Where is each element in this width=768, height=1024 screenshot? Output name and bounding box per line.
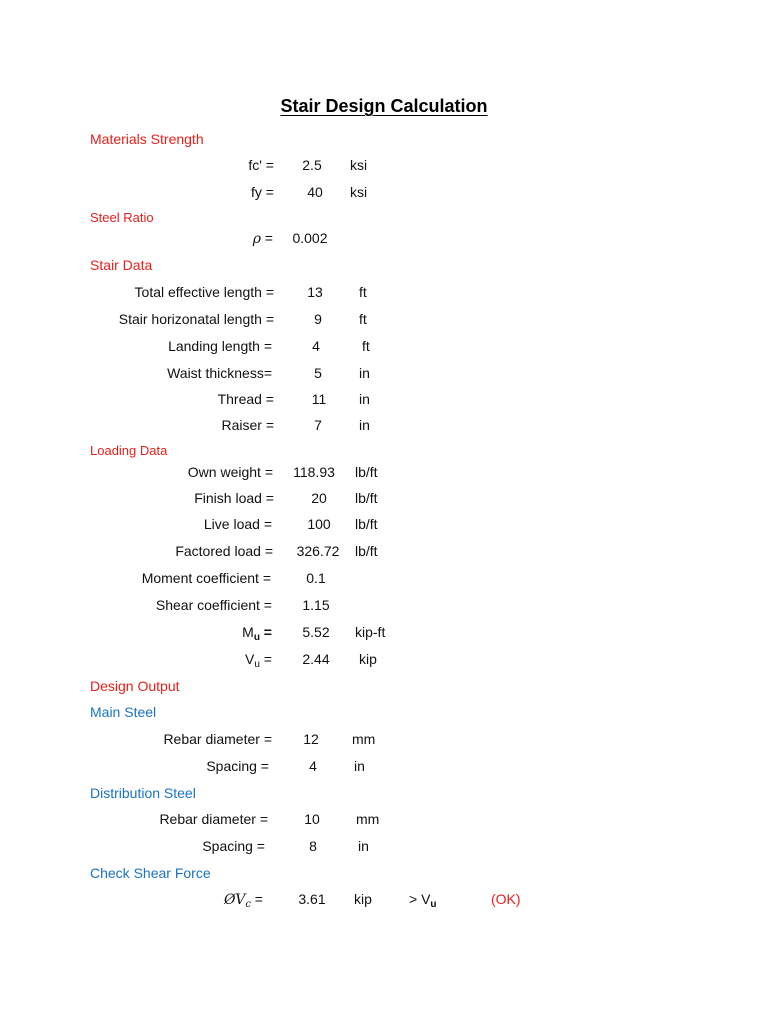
vc-sub: c (245, 899, 251, 910)
shear-check-result: (OK) (491, 891, 521, 907)
own-weight-value: 118.93 (293, 464, 335, 480)
total-effective-length-unit: ft (359, 284, 367, 300)
shear-compare-sub: u (430, 899, 437, 910)
phi-vc-unit: kip (354, 891, 372, 907)
vu-equals: = (259, 651, 272, 667)
waist-thickness-label: Waist thickness= (167, 365, 272, 381)
phi-vc-equals: = (250, 891, 263, 907)
raiser-unit: in (359, 417, 370, 433)
live-load-value: 100 (307, 516, 331, 532)
waist-thickness-value: 5 (314, 365, 322, 381)
rho-equals: = (260, 230, 273, 246)
section-materials-strength: Materials Strength (90, 131, 204, 147)
section-steel-ratio: Steel Ratio (90, 210, 154, 225)
mu-label (242, 624, 272, 643)
total-effective-length-label: Total effective length = (134, 284, 274, 300)
landing-length-value: 4 (312, 338, 320, 354)
phi-vc-label (224, 891, 263, 910)
section-loading-data: Loading Data (90, 443, 168, 458)
fy-value: 40 (307, 184, 323, 200)
fc-unit: ksi (350, 157, 368, 173)
main-rebar-diameter-unit: mm (352, 731, 376, 747)
phi-symbol: Ø (223, 892, 236, 908)
rho-value: 0.002 (292, 230, 328, 246)
section-main-steel: Main Steel (90, 704, 157, 720)
distribution-rebar-diameter-value: 10 (304, 811, 320, 827)
factored-load-value: 326.72 (296, 543, 340, 559)
finish-load-label: Finish load = (194, 490, 274, 506)
vu-unit: kip (359, 651, 377, 667)
raiser-label: Raiser = (221, 417, 274, 433)
vu-label (245, 651, 272, 670)
factored-load-unit: lb/ft (355, 543, 378, 559)
section-stair-data: Stair Data (90, 257, 153, 273)
total-effective-length-value: 13 (307, 284, 323, 300)
shear-coefficient-label: Shear coefficient = (155, 597, 272, 613)
fy-label: fy = (251, 184, 274, 200)
distribution-rebar-diameter-label: Rebar diameter = (159, 811, 268, 827)
rho-symbol: ρ (252, 231, 261, 247)
fc-label: fc' = (248, 157, 274, 173)
finish-load-value: 20 (311, 490, 327, 506)
fc-value: 2.5 (302, 157, 322, 173)
distribution-spacing-label: Spacing = (202, 838, 265, 854)
shear-coefficient-value: 1.15 (302, 597, 330, 613)
own-weight-label: Own weight = (187, 464, 273, 480)
distribution-spacing-unit: in (358, 838, 369, 854)
page-title (0, 96, 768, 117)
main-rebar-diameter-value: 12 (303, 731, 319, 747)
landing-length-label: Landing length = (168, 338, 272, 354)
main-spacing-value: 4 (309, 758, 317, 774)
mu-unit: kip-ft (355, 624, 386, 640)
section-check-shear-force: Check Shear Force (90, 865, 211, 881)
main-spacing-unit: in (354, 758, 365, 774)
live-load-label: Live load = (203, 516, 272, 532)
vu-base: V (245, 651, 255, 667)
main-rebar-diameter-label: Rebar diameter = (163, 731, 272, 747)
mu-base: M (242, 624, 254, 640)
raiser-value: 7 (314, 417, 322, 433)
mu-value: 5.52 (302, 624, 330, 640)
page-title-text: Stair Design Calculation (280, 96, 488, 116)
distribution-spacing-value: 8 (309, 838, 317, 854)
moment-coefficient-value: 0.1 (306, 570, 326, 586)
vu-value: 2.44 (302, 651, 330, 667)
moment-coefficient-label: Moment coefficient = (141, 570, 271, 586)
stair-horizontal-length-label: Stair horizonatal length = (118, 311, 274, 327)
vu-sub: u (254, 659, 260, 670)
landing-length-unit: ft (362, 338, 370, 354)
phi-vc-value: 3.61 (298, 891, 326, 907)
section-design-output: Design Output (90, 678, 180, 694)
section-distribution-steel: Distribution Steel (90, 785, 196, 801)
shear-comparison (409, 891, 437, 910)
shear-compare-text: > V (409, 891, 431, 907)
own-weight-unit: lb/ft (355, 464, 378, 480)
live-load-unit: lb/ft (355, 516, 378, 532)
factored-load-label: Factored load = (175, 543, 273, 559)
vc-base: V (235, 892, 246, 908)
mu-sub: u (253, 632, 260, 643)
thread-label: Thread = (217, 391, 274, 407)
distribution-rebar-diameter-unit: mm (356, 811, 380, 827)
stair-horizontal-length-unit: ft (359, 311, 367, 327)
fy-unit: ksi (350, 184, 368, 200)
thread-unit: in (359, 391, 370, 407)
stair-horizontal-length-value: 9 (314, 311, 322, 327)
mu-equals: = (259, 624, 272, 640)
main-spacing-label: Spacing = (206, 758, 269, 774)
waist-thickness-unit: in (359, 365, 370, 381)
finish-load-unit: lb/ft (355, 490, 378, 506)
thread-value: 11 (311, 391, 327, 407)
rho-label (253, 230, 273, 247)
